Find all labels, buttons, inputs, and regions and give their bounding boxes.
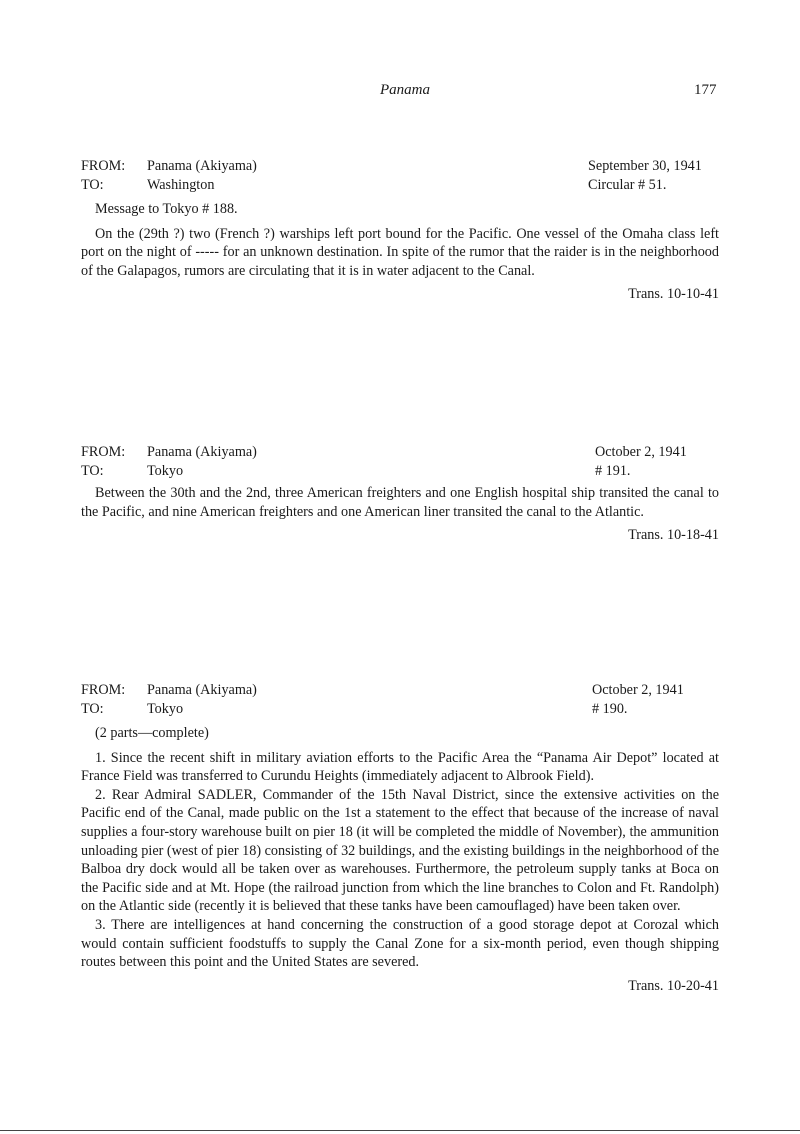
message-paragraph: 3. There are intelligences at hand concerning the construction of a good storage depot at Corozal which would contain sufficient foodstuffs to supply the Canal Zone for a six-month period, even though shipping routes between this point and the United States are severed. [81, 916, 719, 971]
message-paragraph: 2. Rear Admiral SADLER, Commander of the 15th Naval District, since the extensive activities on the Pacific end of the Canal, made public on the 1st a statement to the effect that because of the increase of naval supplies a four-story warehouse built on pier 18 (it will be completed the middle of November), the ammunition unloading pier (west of pier 18) consisting of 32 buildings, and the existing buildings in the neighborhood of the Balboa dry dock would all be taken over as warehouses. Furthermore, the petroleum supply tanks at Boca on the Pacific side and at Mt. Hope (the railroad junction from which the line branches to Colon and Ft. Randolph) on the Atlantic side (recently it is believed that these tanks have been camouflaged) have been taken over. [81, 786, 719, 915]
page-number: 177 [694, 82, 717, 98]
from-label: FROM: [81, 158, 126, 174]
translation-date: Trans. 10-20-41 [628, 977, 719, 994]
message-date: September 30, 1941 [588, 158, 702, 174]
message-paragraph: On the (29th ?) two (French ?) warships left port bound for the Pacific. One vessel of the Omaha class left port on the night of ----- for an unknown destination. In spite of the rumor that the raider is in the neighborhood of the Galapagos, rumors are circulating that it is in water adjacent to the Canal. [81, 225, 719, 279]
message-entry [81, 681, 719, 995]
message-header [81, 443, 719, 481]
from-label: FROM: [81, 444, 126, 460]
message-entry [81, 443, 719, 545]
message-date: October 2, 1941 [592, 682, 684, 698]
message-header [81, 681, 719, 719]
message-intro: (2 parts—complete) [95, 725, 209, 741]
to-label: TO: [81, 701, 104, 717]
translation-date: Trans. 10-18-41 [628, 527, 719, 544]
page-bottom-rule [0, 1130, 800, 1131]
message-intro: Message to Tokyo # 188. [95, 201, 238, 217]
to-value: Washington [147, 177, 215, 193]
message-ref: # 190. [592, 701, 628, 717]
message-paragraph: 1. Since the recent shift in military aviation efforts to the Pacific Area the “Panama Air Depot” located at France Field was transferred to Curundu Heights (immediately adjacent to Albrook Field). [81, 749, 719, 785]
message-date: October 2, 1941 [595, 444, 687, 460]
message-ref: Circular # 51. [588, 177, 667, 193]
to-value: Tokyo [147, 701, 184, 717]
to-value: Tokyo [147, 463, 184, 479]
to-label: TO: [81, 463, 104, 479]
from-label: FROM: [81, 682, 126, 698]
running-title: Panama [380, 82, 430, 98]
message-paragraph: Between the 30th and the 2nd, three American freighters and one English hospital ship transited the canal to the Pacific, and nine American freighters and one American liner transited the canal to the Atlantic. [81, 485, 719, 520]
translation-date: Trans. 10-10-41 [628, 286, 719, 303]
message-ref: # 191. [595, 463, 631, 479]
message-entry [81, 157, 719, 304]
to-label: TO: [81, 177, 104, 193]
from-value: Panama (Akiyama) [147, 158, 257, 174]
from-value: Panama (Akiyama) [147, 444, 257, 460]
message-header [81, 157, 719, 195]
from-value: Panama (Akiyama) [147, 682, 257, 698]
